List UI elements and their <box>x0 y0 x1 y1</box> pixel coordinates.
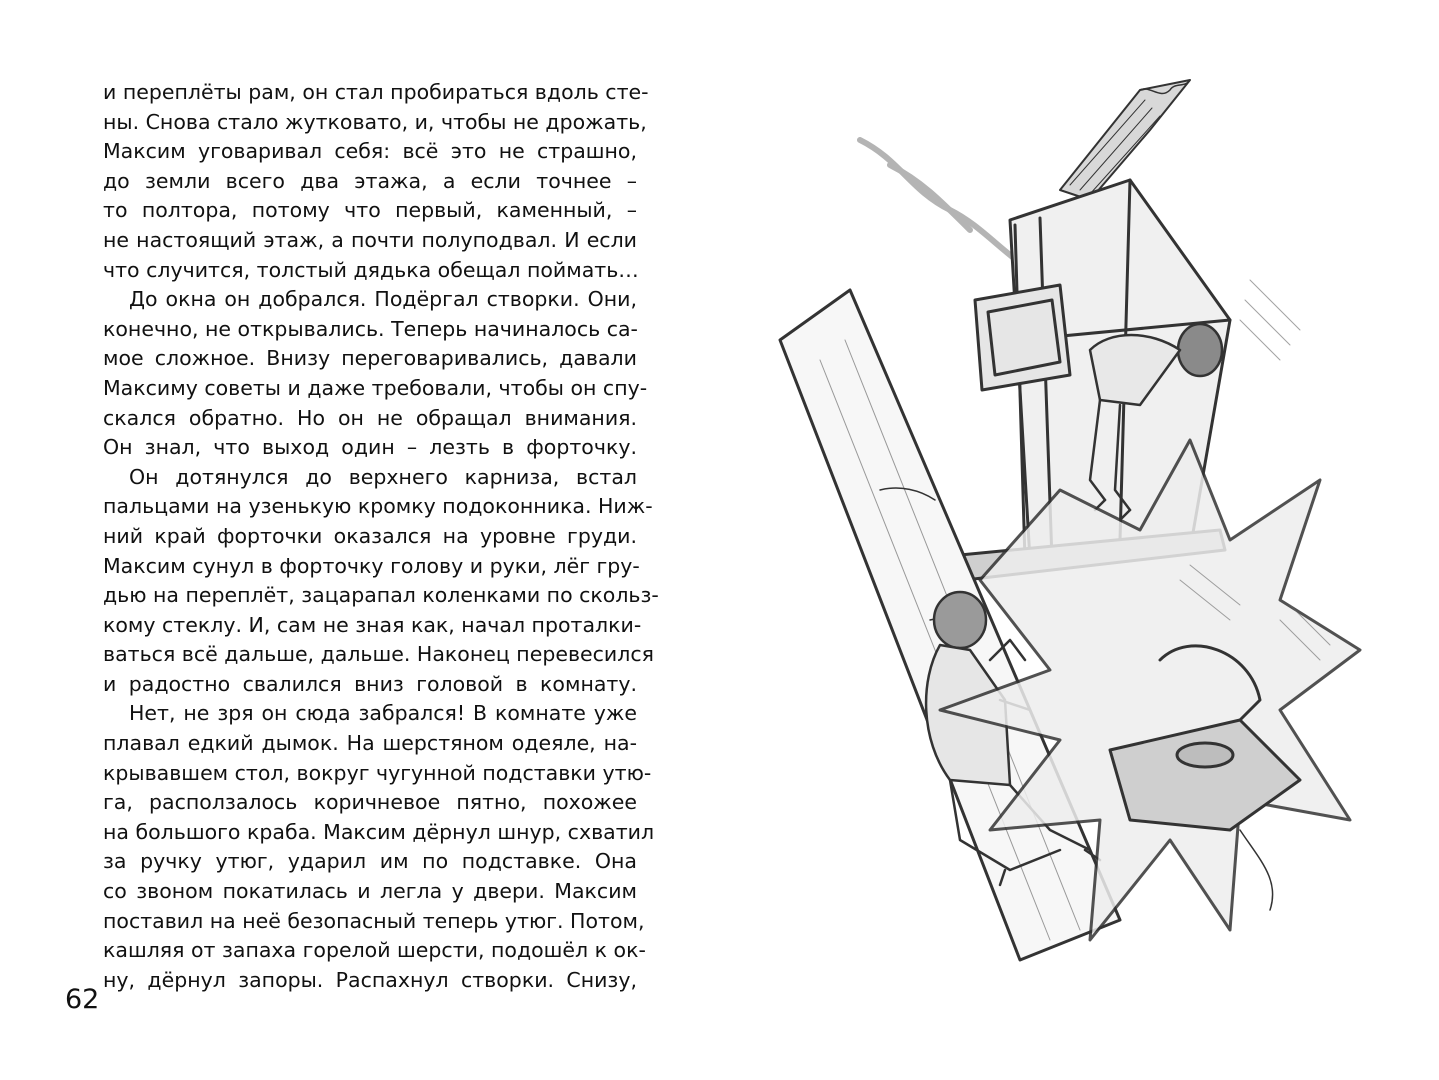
text-line: дью на переплёт, зацарапал коленками по скольз- <box>103 583 659 608</box>
text-line: Максиму советы и даже требовали, чтобы он спу- <box>103 375 648 400</box>
text-line: скался обратно. Но он не обращал внимания. <box>103 405 637 430</box>
pencil-illustration <box>760 60 1420 1020</box>
text-line: поставил на неё безопасный теперь утюг. Потом, <box>103 908 645 933</box>
text-line: Максим сунул в форточку голову и руки, лёг гру- <box>103 553 640 578</box>
page-number: 62 <box>65 984 100 1015</box>
text-line: Он дотянулся до верхнего карниза, встал <box>129 464 637 489</box>
text-line: и радостно свалился вниз головой в комнату. <box>103 671 637 696</box>
text-line: и переплёты рам, он стал пробираться вдоль сте- <box>103 80 649 104</box>
text-line: за ручку утюг, ударил им по подставке. Она <box>103 849 637 874</box>
illustration-drawing <box>760 60 1420 1020</box>
text-line: что случится, толстый дядька обещал поймать… <box>103 257 639 282</box>
text-line: До окна он добрался. Подёргал створки. Они, <box>129 287 637 312</box>
text-line: Он знал, что выход один – лезть в форточку. <box>103 435 637 460</box>
text-line: ваться всё дальше, дальше. Наконец перевесился <box>103 642 654 667</box>
text-line: Нет, не зря он сюда забрался! В комнате уже <box>129 701 637 726</box>
text-line: со звоном покатилась и легла у двери. Максим <box>103 879 637 904</box>
text-line: плавал едкий дымок. На шерстяном одеяле, на- <box>103 731 637 756</box>
text-line: крывавшем стол, вокруг чугунной подставки утю- <box>103 760 652 785</box>
open-window-sash <box>975 285 1070 390</box>
text-line: конечно, не открывались. Теперь начиналось са- <box>103 316 638 341</box>
text-line: кому стеклу. И, сам не зная как, начал проталки- <box>103 612 642 637</box>
text-line: до земли всего два этажа, а если точнее – <box>103 168 637 193</box>
text-line: мое сложное. Внизу переговаривались, давали <box>103 346 637 371</box>
body-text <box>103 78 659 995</box>
text-line: не настоящий этаж, а почти полуподвал. И если <box>103 227 637 252</box>
text-line: кашляя от запаха горелой шерсти, подошёл к ок- <box>103 938 646 963</box>
smoke <box>860 140 1030 270</box>
right-page <box>720 0 1439 1080</box>
text-line: на большого краба. Максим дёрнул шнур, схватил <box>103 819 655 844</box>
text-line: ний край форточки оказался на уровне груди. <box>103 523 637 548</box>
text-line: га, расползалось коричневое пятно, похожее <box>103 790 637 815</box>
text-line: ны. Снова стало жутковато, и, чтобы не дрожать, <box>103 109 647 134</box>
text-line: пальцами на узенькую кромку подоконника. Ниж- <box>103 494 653 519</box>
text-line: ну, дёрнул запоры. Распахнул створки. Снизу, <box>103 967 637 992</box>
text-line: Максим уговаривал себя: всё это не страшно, <box>103 139 637 164</box>
text-line: то полтора, потому что первый, каменный, – <box>103 198 637 223</box>
